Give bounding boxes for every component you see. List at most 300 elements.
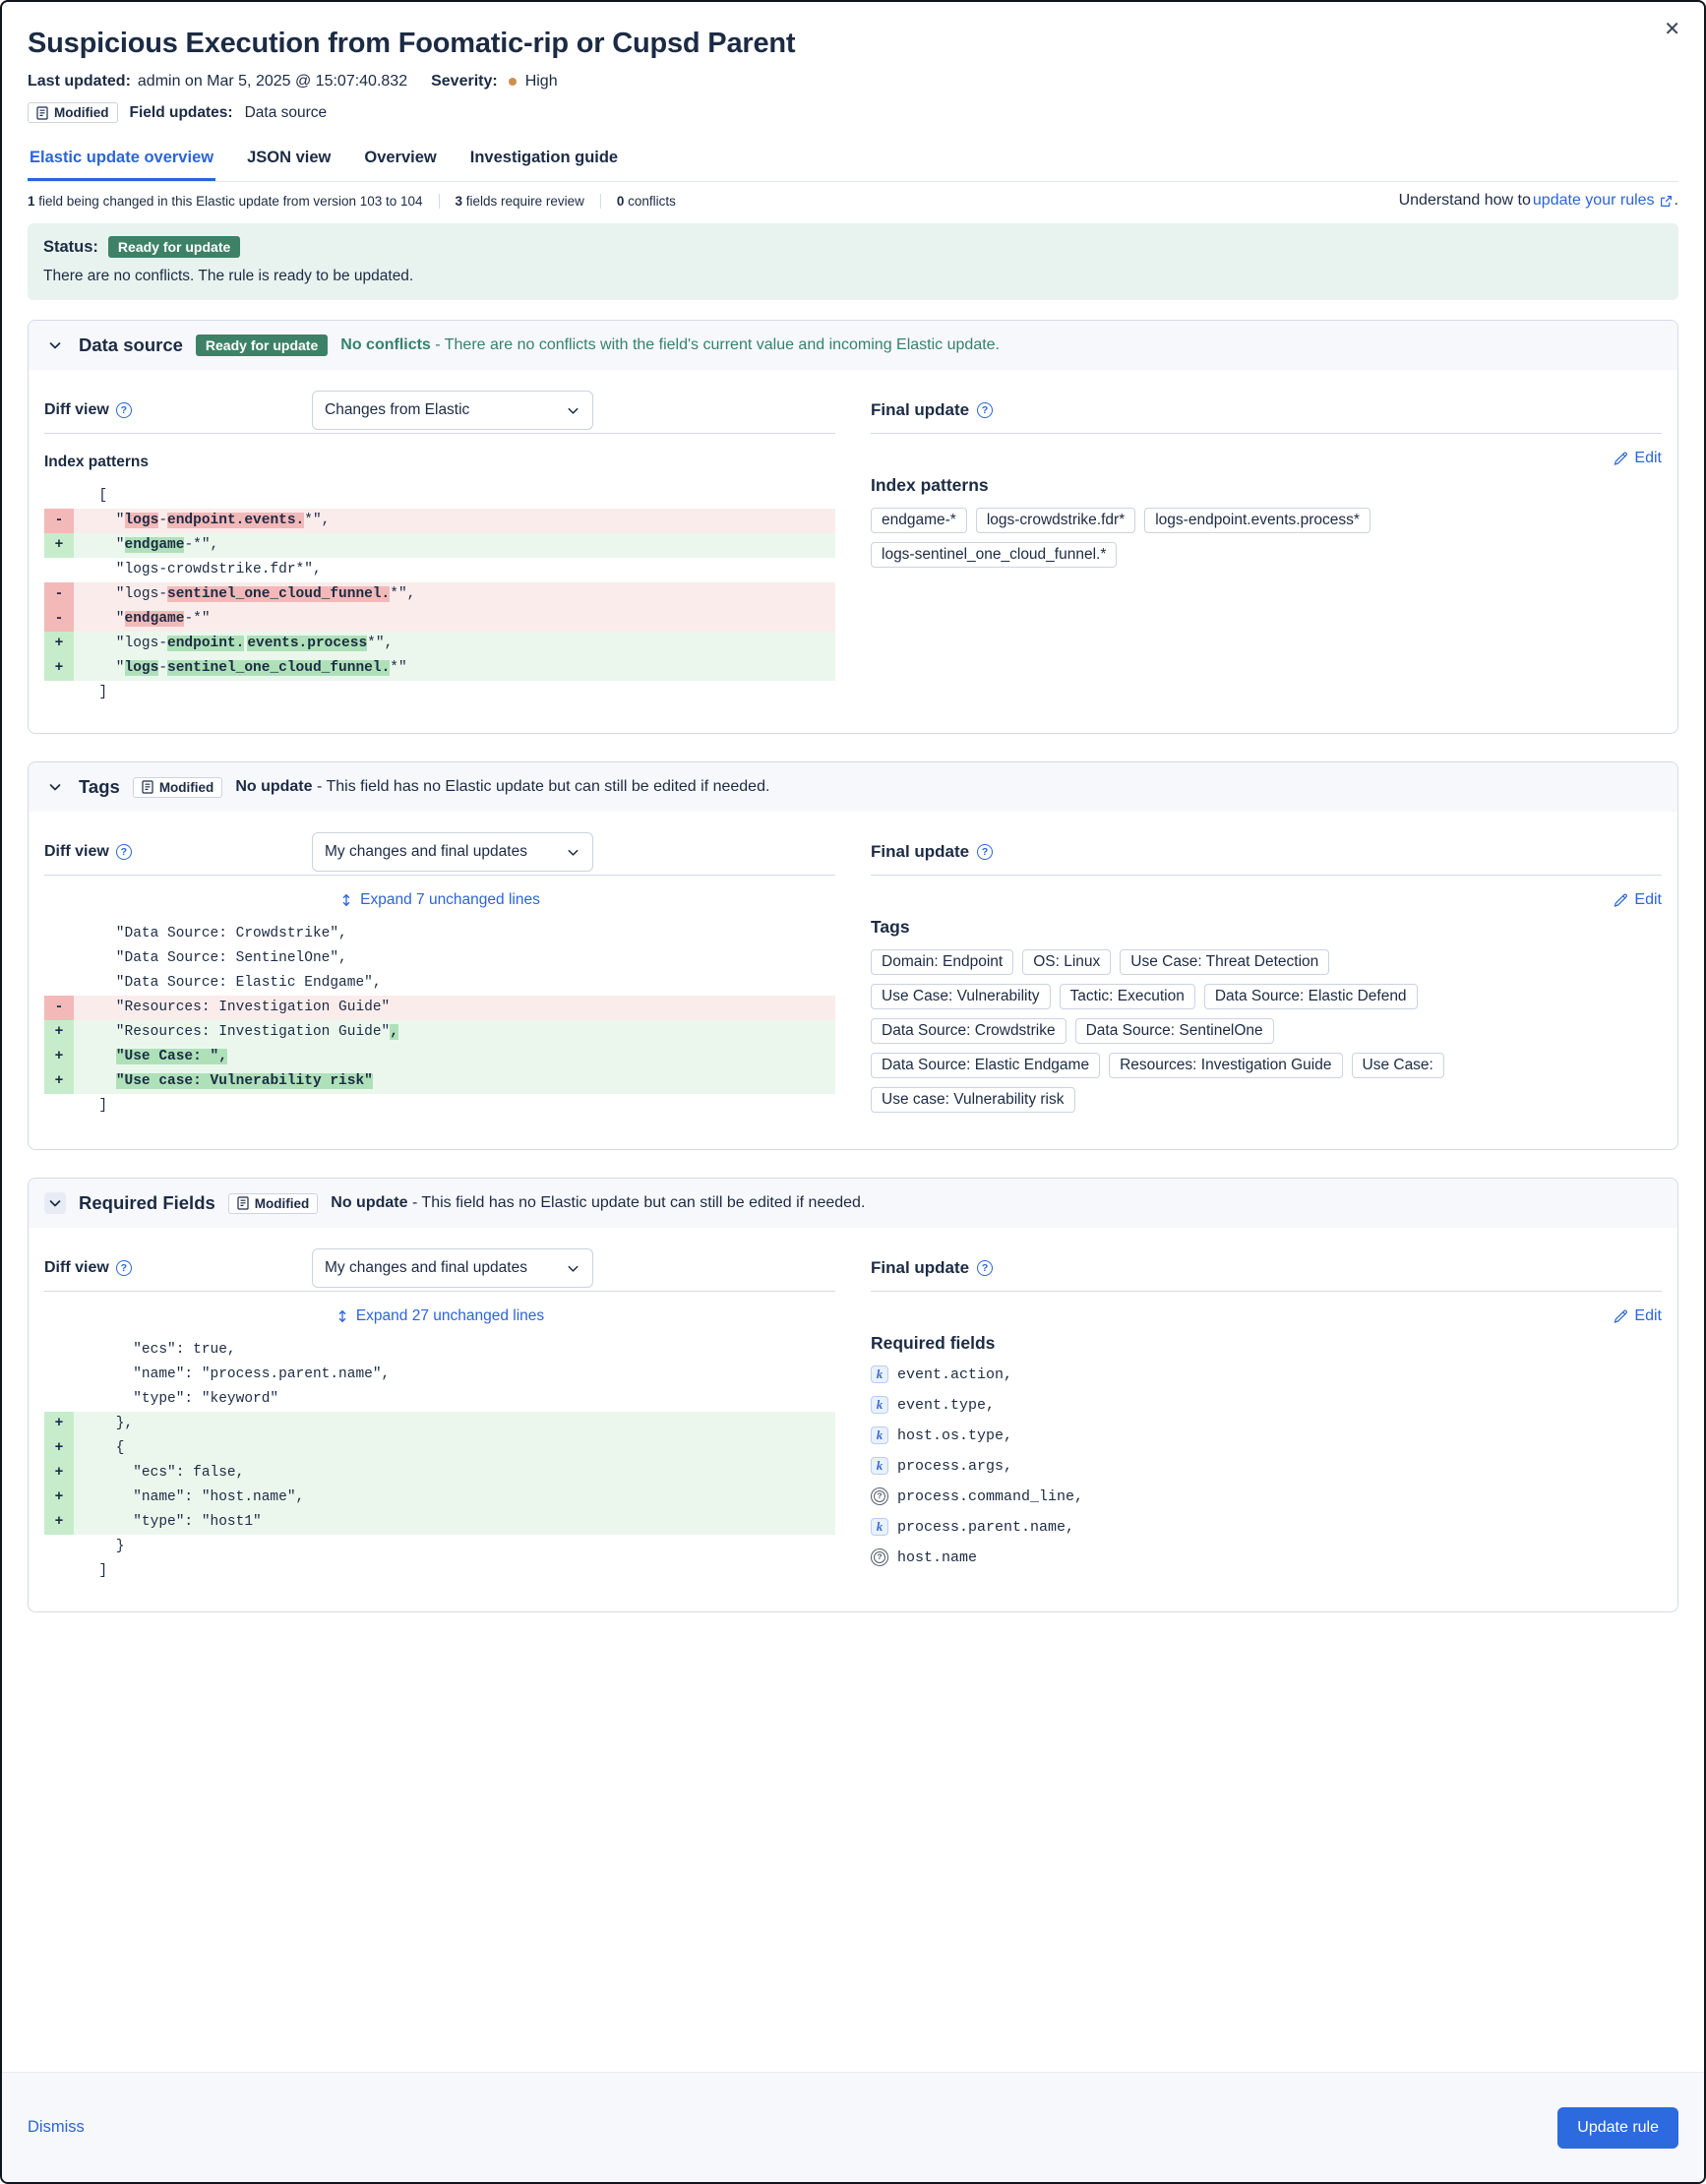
diff-word-highlight: events.process	[247, 636, 368, 651]
final-update-row	[871, 390, 1662, 431]
diff-view-label	[44, 401, 312, 419]
required-field-name: event.type,	[897, 1396, 996, 1414]
question-in-circle-icon[interactable]: ?	[977, 402, 993, 418]
diff-view-row	[44, 831, 835, 873]
final-update-label	[871, 1258, 993, 1278]
required-field-name: event.action,	[897, 1365, 1013, 1383]
value-badge: Data Source: Crowdstrike	[871, 1018, 1066, 1044]
diff-line	[44, 922, 835, 946]
diff-text: "Resources: Investigation Guide"	[82, 1024, 391, 1040]
badge-row	[871, 1087, 1662, 1113]
badge-row	[871, 984, 1662, 1009]
diff-line-gutter: +	[44, 1461, 74, 1486]
final-value-heading: Tags	[871, 917, 910, 937]
update-rule-button[interactable]: Update rule	[1557, 2107, 1678, 2149]
badge-row	[871, 1018, 1662, 1044]
diff-column	[44, 390, 835, 705]
modified-badge: Modified	[28, 102, 118, 123]
value-badge: Tactic: Execution	[1060, 984, 1195, 1009]
edit-button[interactable]	[1614, 1307, 1662, 1325]
fields-review-stat: 3 fields require review	[456, 194, 601, 209]
diff-column-divider	[44, 875, 835, 876]
tab-bar	[28, 145, 1678, 182]
diff-text: "	[82, 537, 125, 553]
flyout-content	[2, 2, 1704, 2072]
diff-line-content	[74, 484, 835, 509]
badge-row	[871, 508, 1662, 533]
diff-view-select[interactable]	[312, 832, 593, 872]
status-bold: No update	[235, 778, 313, 795]
value-badge: Domain: Endpoint	[871, 949, 1013, 975]
diff-line	[44, 1094, 835, 1119]
diff-text: {	[82, 1440, 125, 1456]
diff-text: ]	[82, 685, 108, 700]
diff-line-content	[74, 1436, 835, 1461]
expand-row	[44, 1307, 835, 1325]
update-your-rules-link[interactable]: update your rules	[1532, 192, 1655, 209]
required-field-item	[871, 1396, 1662, 1414]
diff-line-content	[74, 922, 835, 946]
diff-word-highlight: endpoint.events.	[167, 513, 305, 528]
diff-line-gutter	[44, 1363, 74, 1387]
diff-text: -	[158, 660, 168, 676]
edit-row	[871, 891, 1662, 909]
diff-line-gutter: +	[44, 533, 74, 558]
diff-line-content	[74, 971, 835, 996]
diff-word-highlight: "Use case: Vulnerability risk"	[115, 1073, 373, 1089]
diff-text: "logs-	[82, 586, 168, 602]
diff-text: }	[82, 1539, 125, 1554]
final-value-heading: Index patterns	[871, 475, 989, 495]
question-glyph: ?	[874, 1551, 885, 1563]
diff-text: },	[82, 1416, 134, 1431]
diff-text: "ecs": false,	[82, 1465, 245, 1481]
diff-word-highlight: sentinel_one_cloud_funnel.	[167, 586, 391, 602]
diff-line-gutter: +	[44, 1436, 74, 1461]
diff-line-content	[74, 1510, 835, 1535]
final-column-divider	[871, 433, 1662, 434]
section-collapse-button[interactable]	[44, 1192, 66, 1214]
diff-line	[44, 1069, 835, 1094]
final-update-label	[871, 842, 993, 862]
diff-line-content	[74, 1387, 835, 1412]
required-field-name: process.args,	[897, 1457, 1013, 1475]
diff-line-gutter: +	[44, 1412, 74, 1436]
unknown-type-token-icon	[871, 1487, 888, 1505]
diff-text: "ecs": true,	[82, 1342, 236, 1358]
edit-row	[871, 450, 1662, 467]
final-update-label-text: Final update	[871, 400, 970, 419]
final-column-divider	[871, 1291, 1662, 1292]
diff-text: "Data Source: Elastic Endgame",	[82, 975, 382, 991]
value-badge: Use Case: Threat Detection	[1120, 949, 1329, 975]
flyout-footer	[2, 2072, 1704, 2182]
last-updated-label: Last updated:	[28, 73, 131, 90]
value-badge: Use Case: Vulnerability	[871, 984, 1051, 1009]
keyword-type-token-icon: k	[871, 1365, 888, 1383]
section-title: Data source	[79, 334, 183, 355]
final-update-column	[871, 390, 1662, 705]
question-in-circle-icon[interactable]: ?	[116, 1260, 132, 1276]
diff-word-highlight: "Use Case: ",	[115, 1049, 227, 1064]
diff-view-select-value: My changes and final updates	[325, 843, 527, 860]
rule-badge-row	[28, 102, 1678, 123]
diff-text: "	[82, 513, 125, 528]
diff-code-block	[44, 1338, 835, 1584]
close-icon[interactable]: ✕	[1660, 16, 1684, 43]
diff-word-highlight: sentinel_one_cloud_funnel.	[167, 660, 391, 676]
diff-text: "	[82, 611, 125, 627]
diff-line-gutter	[44, 558, 74, 582]
severity-label: Severity:	[431, 73, 498, 90]
status-label: Status:	[43, 237, 98, 256]
status-bold: No update	[331, 1194, 408, 1211]
diff-view-label	[44, 1259, 312, 1277]
diff-line	[44, 509, 835, 533]
document-edit-icon	[237, 1196, 249, 1210]
value-badge: endgame-*	[871, 508, 967, 533]
diff-word-highlight: logs	[124, 513, 159, 528]
diff-text: "	[82, 660, 125, 676]
diff-line-content	[74, 607, 835, 632]
question-in-circle-icon[interactable]: ?	[116, 844, 132, 860]
diff-line	[44, 558, 835, 582]
edit-button[interactable]	[1614, 450, 1662, 467]
diff-line	[44, 996, 835, 1020]
diff-text: -	[158, 513, 168, 528]
diff-line-content	[74, 632, 835, 656]
diff-line-gutter	[44, 1387, 74, 1412]
diff-line	[44, 971, 835, 996]
diff-line-content	[74, 509, 835, 533]
diff-line	[44, 946, 835, 971]
diff-view-label-text: Diff view	[44, 843, 109, 860]
diff-word-highlight: logs	[124, 660, 159, 676]
diff-view-row	[44, 1247, 835, 1289]
diff-line-content	[74, 1412, 835, 1436]
diff-text: "Resources: Investigation Guide"	[82, 1000, 391, 1015]
section-required-fields	[28, 1178, 1678, 1612]
diff-view-select-value: Changes from Elastic	[325, 401, 470, 418]
chevron-down-icon	[47, 1195, 63, 1211]
expand-unchanged-lines-link[interactable]	[335, 1307, 544, 1325]
diff-line	[44, 607, 835, 632]
diff-word-highlight: endgame	[124, 611, 185, 627]
final-update-row	[871, 1247, 1662, 1289]
required-field-item	[871, 1365, 1662, 1383]
tab-json-view[interactable]: JSON view	[245, 145, 333, 181]
diff-line	[44, 1436, 835, 1461]
value-badge: logs-crowdstrike.fdr*	[976, 508, 1135, 533]
diff-text: *",	[390, 586, 416, 602]
sections	[28, 320, 1678, 1612]
page-title: Suspicious Execution from Foomatic-rip or Cupsd Parent	[28, 28, 796, 59]
required-field-item	[871, 1548, 1662, 1566]
section-status-text	[340, 336, 1000, 354]
diff-text: "type": "host1"	[82, 1514, 262, 1530]
vertical-expand-arrows-icon	[335, 1309, 349, 1323]
final-update-label-text: Final update	[871, 842, 970, 861]
keyword-type-token-icon: k	[871, 1518, 888, 1536]
diff-text	[82, 1073, 116, 1089]
badge-row	[871, 542, 1662, 568]
diff-line	[44, 1461, 835, 1486]
modified-badge	[228, 1193, 319, 1214]
diff-column-divider	[44, 1291, 835, 1292]
final-update-label-text: Final update	[871, 1258, 970, 1277]
diff-text: *"	[390, 660, 407, 676]
value-badge: Data Source: Elastic Defend	[1204, 984, 1418, 1009]
tab-overview[interactable]: Overview	[362, 145, 438, 181]
diff-line-gutter	[44, 681, 74, 705]
badge-row	[871, 1053, 1662, 1078]
section-title: Tags	[79, 776, 120, 797]
edit-label: Edit	[1634, 891, 1662, 908]
value-badge: logs-sentinel_one_cloud_funnel.*	[871, 542, 1117, 568]
diff-text: "type": "keyword"	[82, 1391, 279, 1407]
diff-text: ]	[82, 1098, 108, 1114]
diff-line-gutter: +	[44, 1069, 74, 1094]
diff-line	[44, 484, 835, 509]
diff-view-select-value: My changes and final updates	[325, 1259, 527, 1276]
final-update-label	[871, 400, 993, 420]
chevron-down-icon	[47, 337, 63, 353]
diff-line	[44, 1387, 835, 1412]
diff-word-highlight: endgame	[124, 537, 185, 553]
edit-label: Edit	[1634, 450, 1662, 466]
diff-line-gutter: -	[44, 509, 74, 533]
diff-line-content	[74, 996, 835, 1020]
required-field-name: host.os.type,	[897, 1426, 1013, 1444]
diff-line-gutter: -	[44, 582, 74, 607]
required-field-item	[871, 1457, 1662, 1475]
conflicts-stat: 0 conflicts	[616, 193, 676, 209]
section-header-tags	[29, 762, 1677, 812]
diff-view-label-text: Diff view	[44, 401, 109, 418]
section-header-required-fields	[29, 1179, 1677, 1228]
diff-text: *",	[367, 636, 394, 651]
question-glyph: ?	[874, 1490, 885, 1502]
final-badges	[871, 508, 1662, 568]
diff-line-content	[74, 533, 835, 558]
diff-line-gutter	[44, 922, 74, 946]
diff-text: [	[82, 488, 108, 504]
diff-line	[44, 1363, 835, 1387]
diff-line-gutter: -	[44, 996, 74, 1020]
pencil-icon	[1614, 893, 1628, 908]
pencil-icon	[1614, 452, 1628, 466]
severity-dot-icon	[509, 78, 517, 86]
diff-line-gutter: -	[44, 607, 74, 632]
diff-line	[44, 582, 835, 607]
severity-value: High	[524, 73, 558, 90]
diff-line-gutter	[44, 971, 74, 996]
section-body-tags	[29, 812, 1677, 1149]
expand-row	[44, 891, 835, 909]
final-column-divider	[871, 875, 1662, 876]
expand-link-label: Expand 27 unchanged lines	[355, 1307, 545, 1324]
diff-line-gutter: +	[44, 632, 74, 656]
chevron-down-icon	[566, 403, 580, 418]
diff-text	[82, 1049, 116, 1064]
diff-text: -*"	[184, 611, 211, 627]
rule-meta-row	[28, 73, 1678, 91]
document-edit-icon	[142, 780, 153, 794]
diff-subheading: Index patterns	[44, 454, 149, 470]
diff-column	[44, 831, 835, 1122]
status-rest: - There are no conflicts with the field's current value and incoming Elastic update.	[430, 336, 1000, 353]
expand-link-label: Expand 7 unchanged lines	[360, 891, 540, 908]
chevron-down-icon	[566, 845, 580, 860]
value-badge: Use case: Vulnerability risk	[871, 1087, 1075, 1113]
section-header-data-source	[29, 321, 1677, 370]
diff-view-row	[44, 390, 835, 431]
diff-view-label	[44, 843, 312, 861]
unknown-type-token-icon	[871, 1548, 888, 1566]
diff-line-content	[74, 582, 835, 607]
keyword-type-token-icon: k	[871, 1457, 888, 1475]
chevron-down-icon	[47, 779, 63, 795]
diff-word-highlight: ,	[390, 1024, 398, 1040]
question-in-circle-icon[interactable]: ?	[977, 1260, 993, 1276]
fields-changed-stat: 1 field being changed in this Elastic update from version 103 to 104	[28, 194, 440, 209]
modified-badge-label: Modified	[158, 779, 214, 795]
diff-line-content	[74, 1094, 835, 1119]
status-badge: Ready for update	[108, 236, 240, 258]
section-status-text	[235, 778, 769, 796]
diff-line-content	[74, 1486, 835, 1510]
diff-line-content	[74, 1559, 835, 1584]
section-body-data-source	[29, 370, 1677, 733]
edit-label: Edit	[1634, 1307, 1662, 1324]
status-message: There are no conflicts. The rule is ready to be updated.	[43, 268, 414, 284]
status-rest: - This field has no Elastic update but can still be edited if needed.	[312, 778, 770, 795]
edit-button[interactable]	[1614, 891, 1662, 909]
diff-line-gutter: +	[44, 1510, 74, 1535]
diff-line-content	[74, 1535, 835, 1559]
diff-column	[44, 1247, 835, 1584]
diff-line-content	[74, 558, 835, 582]
status-bold: No conflicts	[340, 336, 431, 353]
external-link-icon	[1660, 195, 1673, 208]
section-collapse-button[interactable]	[44, 776, 66, 798]
update-rules-help-line: Understand how to update your rules .	[1398, 192, 1678, 209]
status-callout	[28, 223, 1678, 300]
diff-line-content	[74, 1461, 835, 1486]
diff-text: ]	[82, 1563, 108, 1579]
diff-code-block	[44, 922, 835, 1119]
diff-text: -*",	[184, 537, 219, 553]
final-update-column	[871, 831, 1662, 1122]
diff-word-highlight: endpoint.	[167, 636, 245, 651]
badge-row	[871, 949, 1662, 975]
section-body-required-fields	[29, 1228, 1677, 1611]
diff-text: "logs-crowdstrike.fdr*",	[82, 562, 322, 577]
status-rest: - This field has no Elastic update but can still be edited if needed.	[407, 1194, 866, 1211]
ready-for-update-badge: Ready for update	[196, 334, 328, 356]
value-badge: Data Source: SentinelOne	[1075, 1018, 1274, 1044]
value-badge: OS: Linux	[1022, 949, 1111, 975]
diff-line-gutter	[44, 484, 74, 509]
final-badges	[871, 949, 1662, 1113]
diff-text: "Data Source: SentinelOne",	[82, 950, 347, 966]
diff-line-content	[74, 1045, 835, 1069]
diff-view-select[interactable]	[312, 1248, 593, 1288]
chevron-down-icon	[566, 1261, 580, 1276]
question-in-circle-icon[interactable]: ?	[977, 844, 993, 860]
diff-line	[44, 1338, 835, 1363]
diff-line	[44, 1020, 835, 1045]
dismiss-button[interactable]: Dismiss	[28, 2118, 85, 2136]
diff-line	[44, 656, 835, 681]
field-updates-value: Data source	[244, 103, 328, 121]
diff-text: "Data Source: Crowdstrike",	[82, 926, 347, 941]
diff-view-select[interactable]	[312, 391, 593, 430]
diff-text: "logs-	[82, 636, 168, 651]
required-field-name: process.parent.name,	[897, 1518, 1075, 1536]
required-field-item	[871, 1518, 1662, 1536]
tab-investigation-guide[interactable]: Investigation guide	[468, 145, 620, 181]
final-update-row	[871, 831, 1662, 873]
diff-code-block	[44, 484, 835, 705]
diff-line-gutter	[44, 1535, 74, 1559]
value-badge: Resources: Investigation Guide	[1109, 1053, 1342, 1078]
diff-line-content	[74, 1069, 835, 1094]
tab-elastic-update-overview[interactable]: Elastic update overview	[28, 145, 215, 181]
modified-badge	[133, 777, 223, 798]
diff-line-content	[74, 681, 835, 705]
question-in-circle-icon[interactable]: ?	[116, 402, 132, 418]
required-field-item	[871, 1426, 1662, 1444]
modified-badge-label: Modified	[254, 1195, 310, 1211]
value-badge: Data Source: Elastic Endgame	[871, 1053, 1100, 1078]
value-badge: Use Case:	[1352, 1053, 1444, 1078]
section-collapse-button[interactable]	[44, 334, 66, 356]
diff-line-content	[74, 1020, 835, 1045]
required-field-name: process.command_line,	[897, 1487, 1084, 1505]
diff-line	[44, 1535, 835, 1559]
keyword-type-token-icon: k	[871, 1426, 888, 1444]
final-update-column	[871, 1247, 1662, 1584]
diff-line-gutter: +	[44, 656, 74, 681]
diff-line	[44, 1045, 835, 1069]
diff-line-gutter	[44, 1094, 74, 1119]
diff-line	[44, 681, 835, 705]
diff-line-content	[74, 946, 835, 971]
pencil-icon	[1614, 1309, 1628, 1324]
edit-row	[871, 1307, 1662, 1325]
diff-text: "name": "process.parent.name",	[82, 1366, 391, 1382]
required-field-name: host.name	[897, 1548, 978, 1566]
diff-line-gutter: +	[44, 1020, 74, 1045]
diff-line-content	[74, 1338, 835, 1363]
vertical-expand-arrows-icon	[339, 893, 353, 907]
required-fields-list	[871, 1365, 1662, 1566]
value-badge: logs-endpoint.events.process*	[1144, 508, 1371, 533]
expand-unchanged-lines-link[interactable]	[339, 891, 540, 909]
diff-line-gutter	[44, 946, 74, 971]
diff-line-content	[74, 656, 835, 681]
diff-line	[44, 1510, 835, 1535]
required-field-item	[871, 1487, 1662, 1505]
diff-line	[44, 1412, 835, 1436]
diff-line-gutter: +	[44, 1045, 74, 1069]
diff-line	[44, 1559, 835, 1584]
diff-view-label-text: Diff view	[44, 1259, 109, 1276]
diff-text: *",	[304, 513, 331, 528]
section-data-source	[28, 320, 1678, 734]
last-updated-value: admin on Mar 5, 2025 @ 15:07:40.832	[137, 73, 408, 90]
